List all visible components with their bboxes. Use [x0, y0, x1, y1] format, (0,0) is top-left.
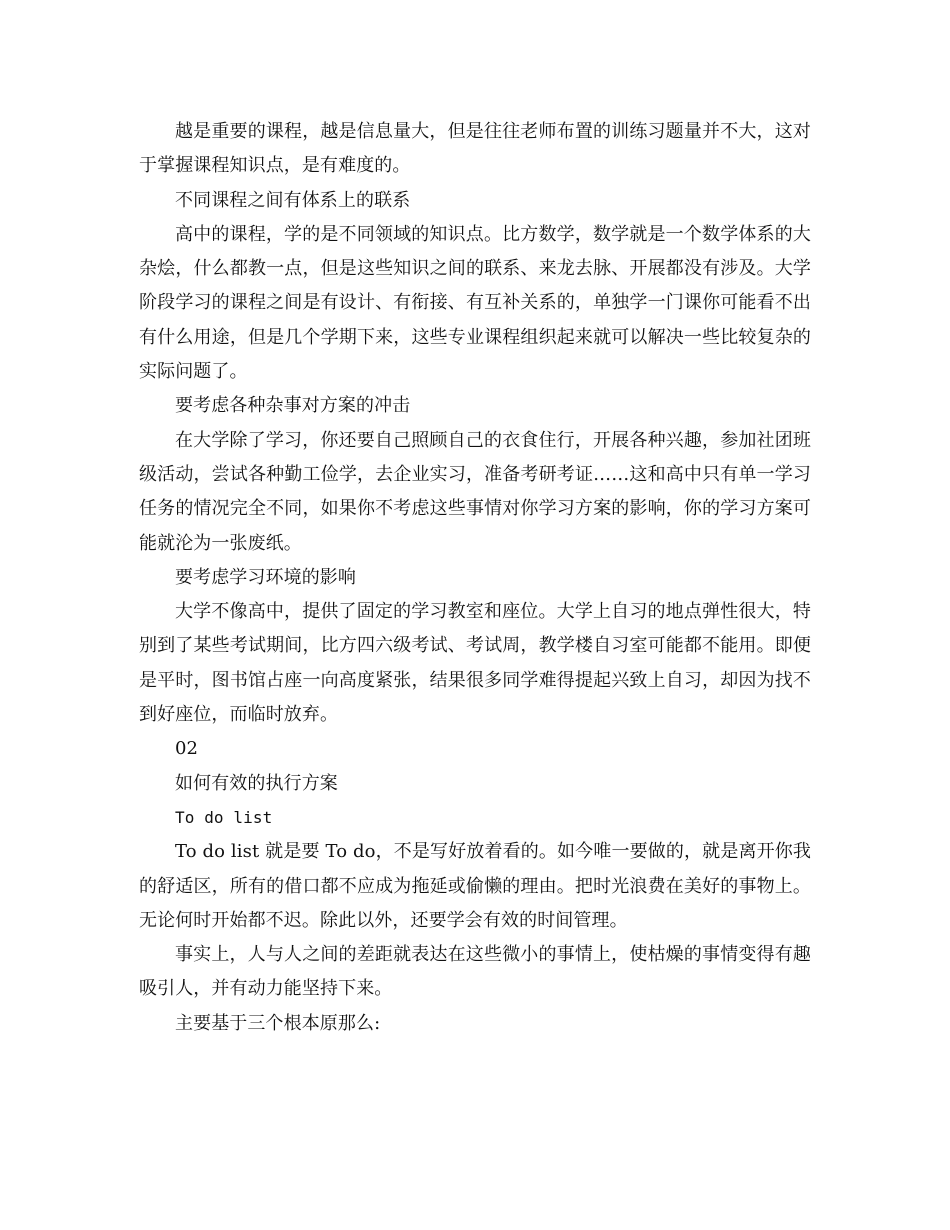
section-heading: 不同课程之间有体系上的联系 — [175, 189, 411, 211]
paragraph: 高中的课程，学的是不同领域的知识点。比方数学，数学就是一个数学体系的大杂烩，什么都教一点，但是这些知识之间的联系、来龙去脉、开展都没有涉及。大学阶段学习的课程之间是有设计、有衔接、有互补关系的，单独学一门课你可能看不出有什么用途，但是几个学期下来，这些专业课程组织起来就可以解决一些比较复杂的实际问题了。 — [139, 223, 811, 383]
section-heading: 要考虑学习环境的影响 — [175, 566, 356, 588]
section-heading: 主要基于三个根本原那么: — [175, 1012, 381, 1034]
paragraph: 事实上，人与人之间的差距就表达在这些微小的事情上，使枯燥的事情变得有趣吸引人，并有动力能坚持下来。 — [139, 944, 811, 1000]
paragraph: 大学不像高中，提供了固定的学习教室和座位。大学上自习的地点弹性很大，特别到了某些考试期间，比方四六级考试、考试周，教学楼自习室可能都不能用。即便是平时，图书馆占座一向高度紧张，结果很多同学难得提起兴致上自习，却因为找不到好座位，而临时放弃。 — [139, 601, 811, 726]
document-body — [139, 115, 811, 1041]
section-number: 02 — [175, 738, 199, 760]
section-heading: 要考虑各种杂事对方案的冲击 — [175, 395, 411, 417]
subsection-heading: To do list — [175, 807, 273, 827]
section-heading: 如何有效的执行方案 — [175, 772, 338, 794]
paragraph: 越是重要的课程，越是信息量大，但是往往老师布置的训练习题量并不大，这对于掌握课程知识点，是有难度的。 — [139, 121, 811, 177]
paragraph: To do list 就是要 To do，不是写好放着看的。如今唯一要做的，就是离开你我的舒适区，所有的借口都不应成为拖延或偷懒的理由。把时光浪费在美好的事物上。无论何时开始都不迟。除此以外，还要学会有效的时间管理。 — [139, 841, 811, 931]
paragraph: 在大学除了学习，你还要自己照顾自己的衣食住行，开展各种兴趣，参加社团班级活动，尝试各种勤工俭学，去企业实习，准备考研考证……这和高中只有单一学习任务的情况完全不同，如果你不考虑这些事情对你学习方案的影响，你的学习方案可能就沦为一张废纸。 — [139, 429, 811, 554]
